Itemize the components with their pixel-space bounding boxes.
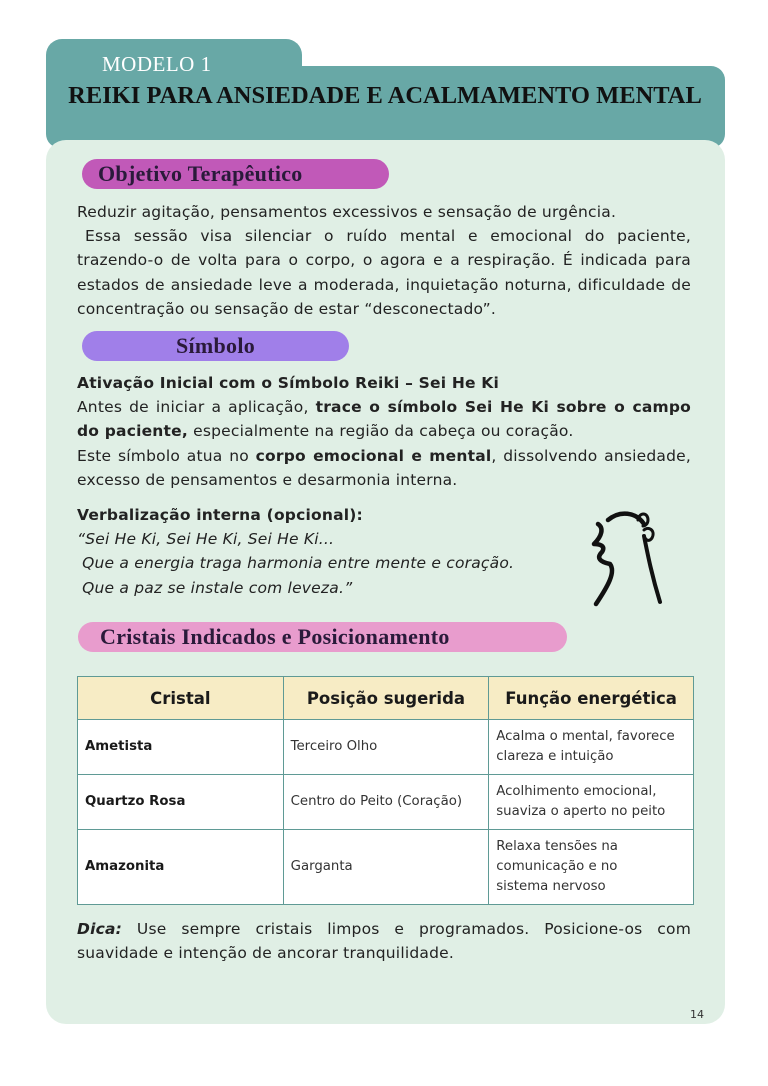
table-header-row [78, 677, 694, 720]
simbolo-subheading: Ativação Inicial com o Símbolo Reiki – Sei He Ki [77, 374, 500, 392]
cell-posicao: Centro do Peito (Coração) [283, 775, 489, 830]
table-row [78, 775, 694, 830]
page-title: REIKI PARA ANSIEDADE E ACALMAMENTO MENTAL [68, 82, 702, 109]
page-number: 14 [690, 1008, 704, 1021]
cell-cristal: Amazonita [78, 830, 284, 905]
cell-cristal: Ametista [78, 720, 284, 775]
cell-cristal: Quartzo Rosa [78, 775, 284, 830]
objetivo-summary: Reduzir agitação, pensamentos excessivos e sensação de urgência. [77, 203, 617, 221]
verbalization-label: Verbalização interna (opcional): [77, 506, 363, 524]
verbalization-line: “Sei He Ki, Sei He Ki, Sei He Ki... [77, 530, 335, 549]
simbolo-paragraph-2 [77, 444, 691, 492]
section-heading-simbolo: Símbolo [82, 331, 349, 361]
simbolo-p2-bold: corpo emocional e mental [255, 446, 492, 465]
tip-paragraph [77, 917, 691, 965]
simbolo-p2-post: , dissolvendo ansiedade, excesso de pensamentos e desarmonia interna. [77, 446, 692, 489]
objetivo-body [77, 200, 691, 321]
column-header-funcao: Função energética [489, 677, 694, 720]
verbalization-line: Que a paz se instale com leveza.” [77, 578, 353, 597]
crystals-table [77, 676, 694, 905]
tip-text: Use sempre cristais limpos e programados. Posicione-os com suavidade e intenção de ancorar tranquilidade. [77, 920, 691, 963]
section-heading-objetivo: Objetivo Terapêutico [82, 159, 389, 189]
simbolo-paragraph-1 [77, 395, 691, 443]
simbolo-p1-bold: trace o símbolo Sei He Ki sobre o campo do paciente, [77, 398, 691, 441]
sei-he-ki-symbol-icon [586, 506, 670, 610]
simbolo-body [77, 371, 691, 492]
cell-posicao: Terceiro Olho [283, 720, 489, 775]
tip-label: Dica: [77, 920, 123, 938]
model-label: MODELO 1 [102, 52, 212, 76]
verbalization-line: Que a energia traga harmonia entre mente e coração. [77, 554, 515, 573]
simbolo-p1-pre: Antes de iniciar a aplicação, [77, 398, 316, 417]
table-row [78, 720, 694, 775]
simbolo-p2-pre: Este símbolo atua no [77, 446, 256, 465]
cell-funcao: Relaxa tensões na comunicação e no sistema nervoso [489, 830, 694, 905]
column-header-posicao: Posição sugerida [283, 677, 489, 720]
table-row [78, 830, 694, 905]
simbolo-p1-post: especialmente na região da cabeça ou coração. [187, 422, 574, 441]
section-heading-cristais: Cristais Indicados e Posicionamento [78, 622, 567, 652]
objetivo-paragraph: Essa sessão visa silenciar o ruído mental e emocional do paciente, trazendo-o de volta para o corpo, o agora e a respiração. É indicada para estados de ansiedade leve a moderada, inquietação noturna, dificuldade de concentração ou sensação de estar “desconectado”. [77, 227, 691, 318]
column-header-cristal: Cristal [78, 677, 284, 720]
cell-funcao: Acolhimento emocional, suaviza o aperto no peito [489, 775, 694, 830]
cell-funcao: Acalma o mental, favorece clareza e intuição [489, 720, 694, 775]
cell-posicao: Garganta [283, 830, 489, 905]
verbalization-block [77, 503, 557, 600]
